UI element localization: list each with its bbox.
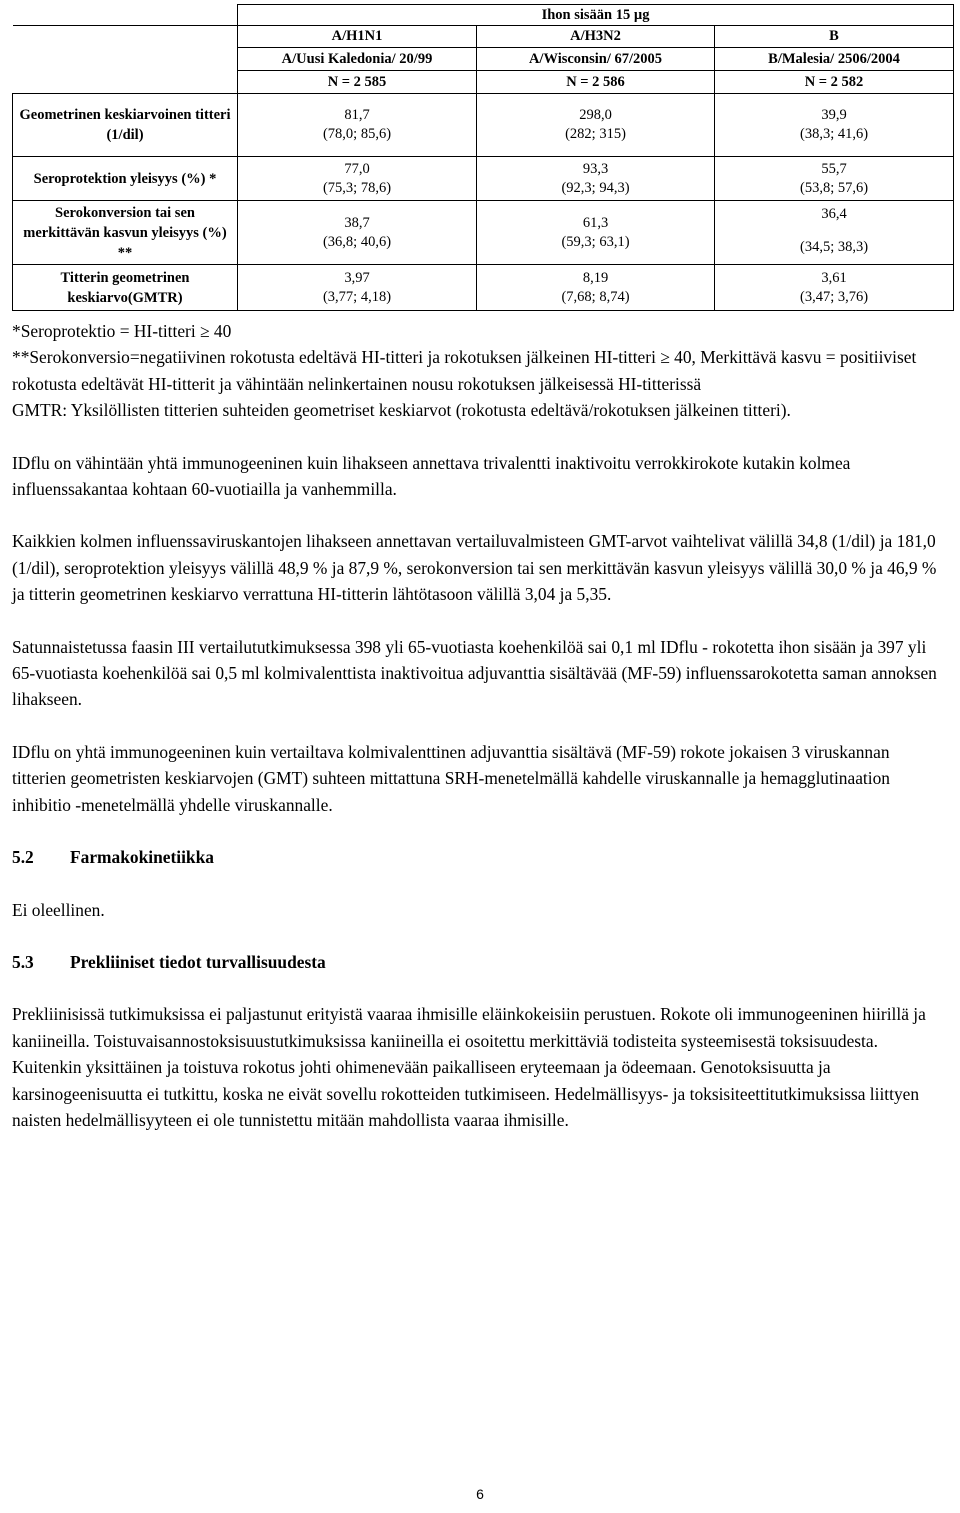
row-label-seroconversion: Serokonversion tai sen merkittävän kasvun yleisyys (%) ** xyxy=(13,201,238,265)
document-body xyxy=(12,318,942,1133)
table-cell: 298,0 (282; 315) xyxy=(477,94,715,157)
footnote-seroprotection: *Seroprotektio = HI-titteri ≥ 40 xyxy=(12,321,232,341)
footnote-seroconversion: **Serokonversio=negatiivinen rokotusta edeltävä HI-titteri ja rokotuksen jälkeinen HI-titteri ≥ 40, Merkittävä kasvu = positiiviset rokotusta edeltävät HI-titterit ja vähintään nelinkertainen nousu rokotuksen jälkeisessä HI-titterissä xyxy=(12,347,917,394)
table-row xyxy=(13,94,954,157)
table-corner xyxy=(13,48,238,71)
paragraph-comparator-gmt: Kaikkien kolmen influenssaviruskantojen lihakseen annettavan vertailuvalmisteen GMT-arvot vaihtelivat välillä 34,8 (1/dil) ja 181,0 (1/dil), seroprotektion yleisyys välillä 48,9 % ja 87,9 %, serokonversion tai sen merkittävän kasvun yleisyys välillä 30,0 % ja 46,9 % ja titterin geometrinen keskiarvo verrattuna HI-titterin lähtötasoon välillä 3,04 ja 5,35. xyxy=(12,531,937,605)
section-5-3-text: Prekliinisissä tutkimuksissa ei paljastunut erityistä vaaraa ihmisille eläinkokeisiin perustuen. Rokote oli immunogeeninen hiirillä ja kaniineilla. Toistuvaisannostoksisuustutkimuksissa kaniineilla ei osoitettu merkittäviä todisteita systeemisestä toksisuudesta. Kuitenkin yksittäinen ja toistuva rokotus johti ohimenevään paikalliseen eryteemaan ja ödeemaan. Genotoksisuutta ja karsinogeenisuutta ei tutkittu, koska ne eivät sovellu rokotteiden tutkimiseen. Hedelmällisyys- ja toksisiteettitutkimuksissa liittyen naisten hedelmällisyyteen ei ole tunnistettu mitään mahdollista vaaraa ihmisille. xyxy=(12,1004,926,1130)
table-cell: 38,7 (36,8; 40,6) xyxy=(238,201,477,265)
immunogenicity-table xyxy=(12,4,954,311)
n-header-2: N = 2 586 xyxy=(477,71,715,94)
table-corner xyxy=(13,5,238,26)
table-cell: 93,3 (92,3; 94,3) xyxy=(477,157,715,201)
row-label-gmt: Geometrinen keskiarvoinen titteri (1/dil) xyxy=(13,94,238,157)
strain-header-h1n1: A/H1N1 xyxy=(238,26,477,48)
table-cell: 3,97 (3,77; 4,18) xyxy=(238,265,477,311)
subtype-header-3: B/Malesia/ 2506/2004 xyxy=(715,48,954,71)
table-cell: 61,3 (59,3; 63,1) xyxy=(477,201,715,265)
paragraph-immunogenicity: IDflu on vähintään yhtä immunogeeninen kuin lihakseen annettava trivalentti inaktivoitu verrokkirokote kutakin kolmea influenssakantaa kohtaan 60-vuotiailla ja vanhemmilla. xyxy=(12,452,851,500)
table-cell: 39,9 (38,3; 41,6) xyxy=(715,94,954,157)
n-header-3: N = 2 582 xyxy=(715,71,954,94)
table-cell: 77,0 (75,3; 78,6) xyxy=(238,157,477,201)
strain-header-h3n2: A/H3N2 xyxy=(477,26,715,48)
table-corner xyxy=(13,71,238,94)
table-corner xyxy=(13,26,238,48)
paragraph-mf59-comparison: IDflu on yhtä immunogeeninen kuin vertailtava kolmivalenttinen adjuvanttia sisältävä (MF-59) rokote jokaisen 3 viruskannan titterien geometristen keskiarvojen (GMT) suhteen mittattuna SRH-menetelmällä kahdelle viruskannalle ja hemagglutinaation inhibitio -menetelmällä yhdelle viruskannalle. xyxy=(12,741,890,815)
page-number: 6 xyxy=(476,1486,484,1502)
route-header: Ihon sisään 15 µg xyxy=(238,5,954,26)
table-cell: 8,19 (7,68; 8,74) xyxy=(477,265,715,311)
row-label-gmtr: Titterin geometrinen keskiarvo(GMTR) xyxy=(13,265,238,311)
footnote-gmtr: GMTR: Yksilöllisten titterien suhteiden geometriset keskiarvot (rokotusta edeltävä/rokotuksen jälkeinen titteri). xyxy=(12,400,791,421)
strain-header-b: B xyxy=(715,26,954,48)
table-row xyxy=(13,157,954,201)
paragraph-phase3-study: Satunnaistetussa faasin III vertailututkimuksessa 398 yli 65-vuotiasta koehenkilöä sai 0,1 ml IDflu - rokotetta ihon sisään ja 397 yli 65-vuotiasta koehenkilöä sai 0,5 ml kolmivalenttista inaktivoitua adjuvanttia sisältävää (MF-59) influenssarokotetta saman annoksen lihakseen. xyxy=(12,636,937,710)
n-header-1: N = 2 585 xyxy=(238,71,477,94)
section-heading-5-3: 5.3 Prekliiniset tiedot turvallisuudesta xyxy=(12,951,326,972)
table-row xyxy=(13,265,954,311)
table-cell: 3,61 (3,47; 3,76) xyxy=(715,265,954,311)
table-cell: 55,7 (53,8; 57,6) xyxy=(715,157,954,201)
row-label-seroprotection: Seroprotektion yleisyys (%) * xyxy=(13,157,238,201)
section-5-2-text: Ei oleellinen. xyxy=(12,899,105,920)
subtype-header-1: A/Uusi Kaledonia/ 20/99 xyxy=(238,48,477,71)
table-cell: 81,7 (78,0; 85,6) xyxy=(238,94,477,157)
subtype-header-2: A/Wisconsin/ 67/2005 xyxy=(477,48,715,71)
table-cell: 36,4 (34,5; 38,3) xyxy=(715,201,954,265)
table-row xyxy=(13,201,954,265)
section-heading-5-2: 5.2 Farmakokinetiikka xyxy=(12,847,214,868)
